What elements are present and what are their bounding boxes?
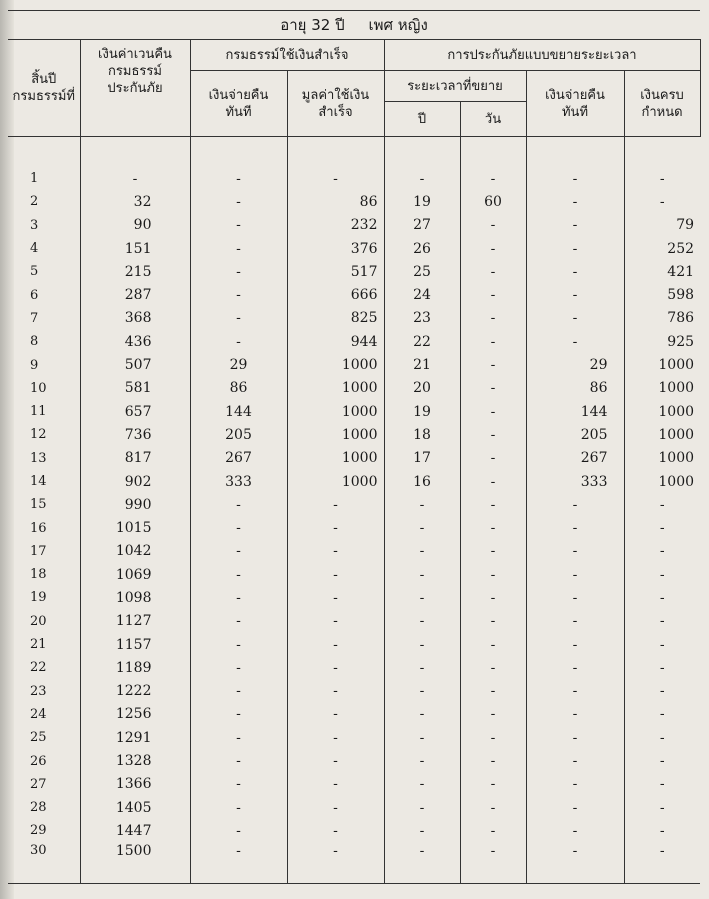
cell-extended-cash: - [526, 516, 624, 539]
cell-paid-up-value: 232 [287, 214, 384, 237]
cell-extended-cash: - [526, 656, 624, 679]
cell-extended-cash: - [526, 610, 624, 633]
header-extended-years: ปี [384, 102, 460, 137]
table-body [8, 137, 700, 884]
cell-cash-value: 581 [80, 377, 190, 400]
cell-extended-years: 20 [384, 377, 460, 400]
cell-cash-value: 32 [80, 190, 190, 213]
cell-cash-value: 1189 [80, 656, 190, 679]
cell-extended-cash: 86 [526, 377, 624, 400]
cell-paid-up-value: 666 [287, 283, 384, 306]
cell-cash-value: 1015 [80, 516, 190, 539]
cell-year: 3 [8, 214, 80, 237]
table-row [8, 773, 700, 796]
cell-extended-years: - [384, 493, 460, 516]
cell-paid-up-value: 1000 [287, 377, 384, 400]
cell-extended-maturity: 925 [624, 330, 700, 353]
cell-extended-days: - [460, 843, 526, 884]
cell-cash-value: 1256 [80, 703, 190, 726]
surrender-value-table [8, 10, 701, 884]
cell-paid-up-value: 1000 [287, 353, 384, 376]
cell-extended-years: - [384, 656, 460, 679]
cell-extended-days: - [460, 819, 526, 842]
cell-cash-value: 287 [80, 283, 190, 306]
cell-paid-up-value: 1000 [287, 423, 384, 446]
cell-paid-up-value: - [287, 726, 384, 749]
cell-extended-maturity: - [624, 563, 700, 586]
cell-cash-value: 1157 [80, 633, 190, 656]
table-row [8, 470, 700, 493]
cell-paid-up-value: 376 [287, 237, 384, 260]
cell-extended-cash: - [526, 796, 624, 819]
cell-year: 20 [8, 610, 80, 633]
cell-paid-up-value: - [287, 749, 384, 772]
cell-extended-maturity: - [624, 516, 700, 539]
header-paid-up-value: มูลค่าใช้เงิน สำเร็จ [287, 71, 384, 137]
cell-year: 12 [8, 423, 80, 446]
table-row [8, 703, 700, 726]
cell-paid-up-cash: - [190, 843, 287, 884]
cell-paid-up-cash: - [190, 190, 287, 213]
cell-extended-days: - [460, 540, 526, 563]
cell-extended-cash: - [526, 819, 624, 842]
cell-extended-days: - [460, 493, 526, 516]
cell-extended-cash: 267 [526, 447, 624, 470]
cell-extended-days: - [460, 703, 526, 726]
table-row [8, 563, 700, 586]
table-row [8, 633, 700, 656]
cell-extended-years: 18 [384, 423, 460, 446]
cell-extended-maturity: - [624, 843, 700, 884]
cell-cash-value: 1291 [80, 726, 190, 749]
cell-year: 4 [8, 237, 80, 260]
header-extended-days: วัน [460, 102, 526, 137]
cell-cash-value: 736 [80, 423, 190, 446]
table-row [8, 540, 700, 563]
cell-extended-years: 24 [384, 283, 460, 306]
cell-cash-value: 817 [80, 447, 190, 470]
table-row [8, 423, 700, 446]
cell-extended-cash: - [526, 237, 624, 260]
cell-extended-maturity: 1000 [624, 400, 700, 423]
cell-year: 24 [8, 703, 80, 726]
cell-year: 11 [8, 400, 80, 423]
cell-paid-up-value: - [287, 563, 384, 586]
cell-paid-up-cash: - [190, 330, 287, 353]
cell-cash-value: 1042 [80, 540, 190, 563]
cell-paid-up-cash: - [190, 586, 287, 609]
cell-extended-days: - [460, 307, 526, 330]
cell-extended-days: - [460, 749, 526, 772]
cell-paid-up-cash: 267 [190, 447, 287, 470]
cell-extended-maturity: 1000 [624, 423, 700, 446]
cell-extended-cash: - [526, 283, 624, 306]
cell-extended-maturity: - [624, 726, 700, 749]
cell-paid-up-value: 86 [287, 190, 384, 213]
cell-paid-up-value: 944 [287, 330, 384, 353]
cell-extended-years: 19 [384, 400, 460, 423]
cell-year: 25 [8, 726, 80, 749]
table-row [8, 377, 700, 400]
cell-paid-up-cash: - [190, 773, 287, 796]
cell-cash-value: 1222 [80, 680, 190, 703]
cell-extended-maturity: - [624, 633, 700, 656]
table-row [8, 330, 700, 353]
cell-year: 16 [8, 516, 80, 539]
cell-paid-up-cash: - [190, 260, 287, 283]
table-row [8, 516, 700, 539]
cell-paid-up-cash: - [190, 283, 287, 306]
cell-paid-up-value: - [287, 516, 384, 539]
cell-extended-cash: - [526, 167, 624, 190]
cell-paid-up-cash: - [190, 819, 287, 842]
cell-extended-years: - [384, 540, 460, 563]
cell-extended-cash: - [526, 843, 624, 884]
table-row [8, 307, 700, 330]
table-row [8, 190, 700, 213]
table-row [8, 214, 700, 237]
cell-extended-maturity: 1000 [624, 353, 700, 376]
cell-year: 13 [8, 447, 80, 470]
cell-extended-maturity: 1000 [624, 470, 700, 493]
cell-extended-cash: 333 [526, 470, 624, 493]
cell-paid-up-value: 825 [287, 307, 384, 330]
cell-year: 19 [8, 586, 80, 609]
cell-paid-up-value: - [287, 610, 384, 633]
cell-paid-up-value: - [287, 773, 384, 796]
cell-extended-years: - [384, 610, 460, 633]
cell-extended-cash: - [526, 214, 624, 237]
header-extended-maturity: เงินครบ กำหนด [624, 71, 700, 137]
cell-extended-days: - [460, 726, 526, 749]
cell-year: 30 [8, 843, 80, 884]
cell-extended-years: - [384, 516, 460, 539]
cell-extended-cash: - [526, 726, 624, 749]
cell-extended-maturity: 786 [624, 307, 700, 330]
cell-paid-up-value: - [287, 493, 384, 516]
table-title [8, 11, 700, 40]
cell-extended-maturity: 79 [624, 214, 700, 237]
age-label: อายุ 32 ปี [280, 16, 345, 34]
cell-paid-up-value: - [287, 656, 384, 679]
cell-year: 8 [8, 330, 80, 353]
cell-cash-value: 902 [80, 470, 190, 493]
cell-year: 1 [8, 167, 80, 190]
cell-extended-maturity: - [624, 773, 700, 796]
table-row [8, 493, 700, 516]
cell-extended-years: - [384, 726, 460, 749]
cell-extended-years: 23 [384, 307, 460, 330]
cell-extended-days: - [460, 563, 526, 586]
cell-cash-value: 1500 [80, 843, 190, 884]
cell-extended-maturity: - [624, 819, 700, 842]
table-row [8, 260, 700, 283]
cell-extended-days: - [460, 610, 526, 633]
cell-year: 5 [8, 260, 80, 283]
cell-paid-up-value: - [287, 819, 384, 842]
table-row [8, 167, 700, 190]
table-row [8, 447, 700, 470]
cell-extended-years: 17 [384, 447, 460, 470]
cell-extended-days: - [460, 447, 526, 470]
cell-paid-up-cash: - [190, 563, 287, 586]
cell-year: 15 [8, 493, 80, 516]
cell-year: 22 [8, 656, 80, 679]
table-row [8, 843, 700, 884]
cell-extended-years: 26 [384, 237, 460, 260]
cell-paid-up-cash: 86 [190, 377, 287, 400]
cell-extended-cash: - [526, 586, 624, 609]
cell-year: 7 [8, 307, 80, 330]
cell-extended-days: - [460, 353, 526, 376]
table-row [8, 353, 700, 376]
cell-extended-maturity: - [624, 749, 700, 772]
cell-extended-cash: - [526, 703, 624, 726]
table-row [8, 749, 700, 772]
table-row [8, 796, 700, 819]
cell-paid-up-value: - [287, 843, 384, 884]
table-row [8, 819, 700, 842]
cell-year: 6 [8, 283, 80, 306]
table-row [8, 237, 700, 260]
cell-extended-days: - [460, 586, 526, 609]
cell-extended-days: - [460, 214, 526, 237]
cell-extended-maturity: 421 [624, 260, 700, 283]
cell-extended-maturity: - [624, 586, 700, 609]
table-row [8, 283, 700, 306]
cell-extended-years: - [384, 773, 460, 796]
cell-extended-days: - [460, 516, 526, 539]
cell-paid-up-value: - [287, 680, 384, 703]
cell-extended-maturity: - [624, 610, 700, 633]
cell-cash-value: 1447 [80, 819, 190, 842]
cell-paid-up-cash: 205 [190, 423, 287, 446]
cell-extended-cash: - [526, 307, 624, 330]
cell-extended-maturity: 252 [624, 237, 700, 260]
cell-extended-cash: - [526, 330, 624, 353]
header-cash-value: เงินค่าเวนคืน กรมธรรม์ ประกันภัย [80, 40, 190, 137]
header-extended-term-group: การประกันภัยแบบขยายระยะเวลา [384, 40, 700, 71]
cell-extended-days: - [460, 330, 526, 353]
cell-extended-cash: - [526, 749, 624, 772]
cell-paid-up-value: 517 [287, 260, 384, 283]
cell-paid-up-cash: - [190, 610, 287, 633]
cell-extended-years: 25 [384, 260, 460, 283]
cell-paid-up-value: - [287, 167, 384, 190]
cell-extended-maturity: 1000 [624, 447, 700, 470]
cell-extended-years: - [384, 167, 460, 190]
cell-extended-cash: - [526, 540, 624, 563]
table-row [8, 586, 700, 609]
cell-extended-maturity: 598 [624, 283, 700, 306]
cell-paid-up-cash: - [190, 237, 287, 260]
cell-extended-cash: 144 [526, 400, 624, 423]
cell-extended-maturity: 1000 [624, 377, 700, 400]
cell-extended-days: - [460, 400, 526, 423]
cell-paid-up-cash: - [190, 493, 287, 516]
table-row [8, 656, 700, 679]
cell-extended-cash: - [526, 493, 624, 516]
cell-paid-up-cash: 333 [190, 470, 287, 493]
cell-extended-maturity: - [624, 656, 700, 679]
header-policy-year: สิ้นปี กรมธรรม์ที่ [8, 40, 80, 137]
cell-extended-maturity: - [624, 167, 700, 190]
header-extended-period: ระยะเวลาที่ขยาย [384, 71, 526, 102]
cell-extended-cash: - [526, 563, 624, 586]
cell-extended-days: - [460, 633, 526, 656]
cell-extended-days: - [460, 260, 526, 283]
cell-extended-maturity: - [624, 796, 700, 819]
cell-cash-value: 1098 [80, 586, 190, 609]
cell-extended-cash: - [526, 633, 624, 656]
cell-paid-up-cash: - [190, 726, 287, 749]
cell-extended-years: - [384, 703, 460, 726]
cell-year: 17 [8, 540, 80, 563]
sex-label: เพศ หญิง [368, 16, 428, 34]
cell-year: 26 [8, 749, 80, 772]
cell-extended-maturity: - [624, 703, 700, 726]
cell-year: 18 [8, 563, 80, 586]
cell-extended-days: - [460, 680, 526, 703]
cell-extended-days: - [460, 283, 526, 306]
cell-extended-years: - [384, 563, 460, 586]
cell-extended-years: 16 [384, 470, 460, 493]
cell-year: 29 [8, 819, 80, 842]
cell-extended-days: - [460, 656, 526, 679]
cell-extended-years: - [384, 633, 460, 656]
cell-year: 10 [8, 377, 80, 400]
cell-paid-up-cash: - [190, 656, 287, 679]
cell-extended-years: 19 [384, 190, 460, 213]
cell-cash-value: 1328 [80, 749, 190, 772]
cell-paid-up-cash: - [190, 307, 287, 330]
cell-extended-days: - [460, 423, 526, 446]
header-extended-cash: เงินจ่ายคืน ทันที [526, 71, 624, 137]
cell-extended-cash: - [526, 773, 624, 796]
cell-extended-maturity: - [624, 540, 700, 563]
cell-cash-value: 990 [80, 493, 190, 516]
cell-extended-maturity: - [624, 493, 700, 516]
cell-cash-value: 151 [80, 237, 190, 260]
cell-extended-years: - [384, 680, 460, 703]
table-row [8, 680, 700, 703]
cell-cash-value: 657 [80, 400, 190, 423]
cell-cash-value: 90 [80, 214, 190, 237]
cell-paid-up-value: - [287, 633, 384, 656]
table-row [8, 726, 700, 749]
cell-extended-days: - [460, 470, 526, 493]
cell-extended-years: 22 [384, 330, 460, 353]
cell-extended-years: - [384, 586, 460, 609]
cell-paid-up-value: 1000 [287, 470, 384, 493]
cell-year: 28 [8, 796, 80, 819]
cell-cash-value: - [80, 167, 190, 190]
cell-paid-up-cash: - [190, 796, 287, 819]
cell-extended-cash: 205 [526, 423, 624, 446]
cell-year: 21 [8, 633, 80, 656]
cell-cash-value: 1127 [80, 610, 190, 633]
cell-paid-up-value: - [287, 796, 384, 819]
cell-extended-maturity: - [624, 680, 700, 703]
table-row [8, 610, 700, 633]
cell-paid-up-cash: - [190, 167, 287, 190]
cell-extended-days: - [460, 167, 526, 190]
table-row [8, 400, 700, 423]
cell-extended-days: - [460, 377, 526, 400]
cell-extended-years: 27 [384, 214, 460, 237]
cell-extended-years: - [384, 843, 460, 884]
cell-paid-up-cash: 29 [190, 353, 287, 376]
cell-cash-value: 436 [80, 330, 190, 353]
cell-extended-years: - [384, 796, 460, 819]
cell-extended-days: - [460, 796, 526, 819]
cell-extended-days: - [460, 773, 526, 796]
cell-extended-cash: - [526, 190, 624, 213]
cell-paid-up-cash: - [190, 633, 287, 656]
cell-paid-up-value: 1000 [287, 400, 384, 423]
cell-extended-cash: - [526, 680, 624, 703]
cell-cash-value: 507 [80, 353, 190, 376]
cell-paid-up-cash: - [190, 680, 287, 703]
cell-year: 14 [8, 470, 80, 493]
cell-extended-days: 60 [460, 190, 526, 213]
cell-cash-value: 1405 [80, 796, 190, 819]
cell-paid-up-value: 1000 [287, 447, 384, 470]
cell-paid-up-cash: - [190, 540, 287, 563]
cell-extended-years: - [384, 749, 460, 772]
cell-cash-value: 368 [80, 307, 190, 330]
cell-extended-cash: 29 [526, 353, 624, 376]
cell-cash-value: 1366 [80, 773, 190, 796]
cell-cash-value: 215 [80, 260, 190, 283]
cell-extended-years: 21 [384, 353, 460, 376]
cell-extended-maturity: - [624, 190, 700, 213]
cell-year: 9 [8, 353, 80, 376]
cell-paid-up-value: - [287, 586, 384, 609]
cell-cash-value: 1069 [80, 563, 190, 586]
cell-paid-up-cash: 144 [190, 400, 287, 423]
table-spacer-row [8, 137, 700, 168]
header-paid-up-cash: เงินจ่ายคืน ทันที [190, 71, 287, 137]
cell-extended-days: - [460, 237, 526, 260]
cell-year: 27 [8, 773, 80, 796]
cell-extended-years: - [384, 819, 460, 842]
header-paid-up-group: กรมธรรม์ใช้เงินสำเร็จ [190, 40, 384, 71]
cell-paid-up-cash: - [190, 703, 287, 726]
cell-paid-up-cash: - [190, 749, 287, 772]
cell-paid-up-cash: - [190, 516, 287, 539]
cell-extended-cash: - [526, 260, 624, 283]
cell-year: 23 [8, 680, 80, 703]
cell-paid-up-value: - [287, 540, 384, 563]
cell-paid-up-value: - [287, 703, 384, 726]
cell-year: 2 [8, 190, 80, 213]
cell-paid-up-cash: - [190, 214, 287, 237]
